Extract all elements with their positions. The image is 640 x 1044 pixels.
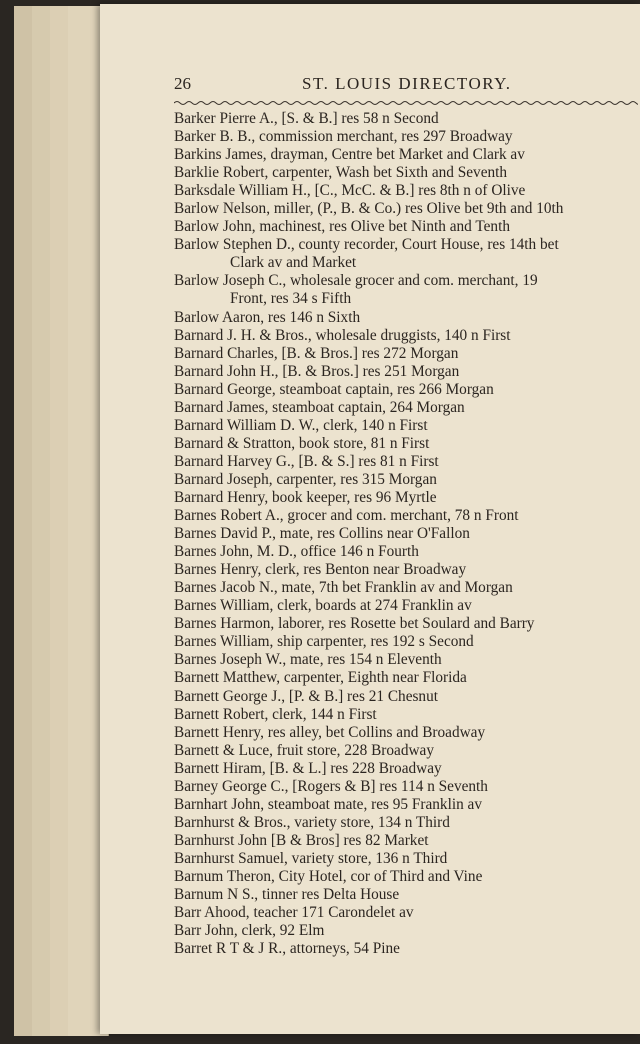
directory-entry: Barnard John H., [B. & Bros.] res 251 Morgan <box>174 362 460 380</box>
directory-entry: Barnett Robert, clerk, 144 n First <box>174 705 377 723</box>
directory-entry: Barker Pierre A., [S. & B.] res 58 n Second <box>174 110 439 127</box>
directory-entries <box>174 110 640 958</box>
page-header <box>174 74 640 98</box>
directory-entry: Barnett & Luce, fruit store, 228 Broadway <box>174 741 434 759</box>
directory-entry: Barlow John, machinest, res Olive bet Ninth and Tenth <box>174 218 510 236</box>
directory-entry: Barklie Robert, carpenter, Wash bet Sixth and Seventh <box>174 164 508 182</box>
page-title: ST. LOUIS DIRECTORY. <box>302 74 512 93</box>
page-number: 26 <box>174 74 191 93</box>
directory-entry: Barnes Henry, clerk, res Benton near Broadway <box>174 561 467 579</box>
directory-entry: Barnett Hiram, [B. & L.] res 228 Broadway <box>174 759 442 777</box>
directory-entry: Barlow Stephen D., county recorder, Court House, res 14th bet <box>174 236 559 254</box>
directory-entry: Barnard James, steamboat captain, 264 Morgan <box>174 398 465 416</box>
directory-entry: Barnard Harvey G., [B. & S.] res 81 n First <box>174 452 439 470</box>
directory-entry: Barnhurst John [B & Bros] res 82 Market <box>174 831 429 849</box>
directory-entry: Barr John, clerk, 92 Elm <box>174 922 325 940</box>
directory-entry: Barnes William, clerk, boards at 274 Franklin av <box>174 597 472 615</box>
directory-entry: Barlow Aaron, res 146 n Sixth <box>174 308 361 326</box>
directory-entry: Barnes William, ship carpenter, res 192 s Second <box>174 633 474 651</box>
directory-entry: Barnard Henry, book keeper, res 96 Myrtle <box>174 488 437 506</box>
directory-entry: Barnum Theron, City Hotel, cor of Third and Vine <box>174 867 483 885</box>
directory-entry: Barnett George J., [P. & B.] res 21 Chesnut <box>174 687 438 705</box>
directory-entry: Barnum N S., tinner res Delta House <box>174 886 400 904</box>
directory-entry: Barnard William D. W., clerk, 140 n First <box>174 416 428 434</box>
directory-entry: Barnes Jacob N., mate, 7th bet Franklin av and Morgan <box>174 579 513 597</box>
directory-page <box>100 4 640 1034</box>
directory-entry: Barnes Joseph W., mate, res 154 n Eleventh <box>174 651 442 669</box>
directory-entry: Barnhurst Samuel, variety store, 136 n Third <box>174 849 448 867</box>
directory-entry: Barr Ahood, teacher 171 Carondelet av <box>174 904 414 922</box>
directory-entry: Barnes Robert A., grocer and com. merchant, 78 n Front <box>174 507 519 525</box>
directory-entry: Barret R T & J R., attorneys, 54 Pine <box>174 940 400 958</box>
directory-entry: Barnhurst & Bros., variety store, 134 n Third <box>174 813 450 831</box>
wavy-rule <box>174 100 638 106</box>
directory-entry: Barnes David P., mate, res Collins near O'Fallon <box>174 525 470 543</box>
directory-entry-continuation: Clark av and Market <box>230 254 357 272</box>
directory-entry: Barksdale William H., [C., McC. & B.] res 8th n of Olive <box>174 182 526 200</box>
directory-entry: Barnard & Stratton, book store, 81 n First <box>174 434 430 452</box>
directory-entry-continuation: Front, res 34 s Fifth <box>230 290 352 308</box>
directory-entry: Barlow Joseph C., wholesale grocer and com. merchant, 19 <box>174 272 538 290</box>
directory-entry: Barkins James, drayman, Centre bet Market and Clark av <box>174 146 525 164</box>
directory-entry: Barnes John, M. D., office 146 n Fourth <box>174 543 419 561</box>
directory-entry: Barnard Joseph, carpenter, res 315 Morgan <box>174 470 437 488</box>
directory-entry: Barnard Charles, [B. & Bros.] res 272 Morgan <box>174 344 459 362</box>
directory-entry: Barnard George, steamboat captain, res 266 Morgan <box>174 380 494 398</box>
directory-entry: Barnett Henry, res alley, bet Collins and Broadway <box>174 723 486 741</box>
directory-entry: Barker B. B., commission merchant, res 297 Broadway <box>174 128 513 146</box>
directory-entry: Barnett Matthew, carpenter, Eighth near Florida <box>174 669 467 687</box>
directory-entry: Barnard J. H. & Bros., wholesale druggists, 140 n First <box>174 326 511 344</box>
directory-entry: Barnhart John, steamboat mate, res 95 Franklin av <box>174 795 482 813</box>
directory-entry: Barney George C., [Rogers & B] res 114 n Seventh <box>174 777 488 795</box>
directory-entry: Barlow Nelson, miller, (P., B. & Co.) res Olive bet 9th and 10th <box>174 200 564 218</box>
directory-entry: Barnes Harmon, laborer, res Rosette bet Soulard and Barry <box>174 615 535 633</box>
